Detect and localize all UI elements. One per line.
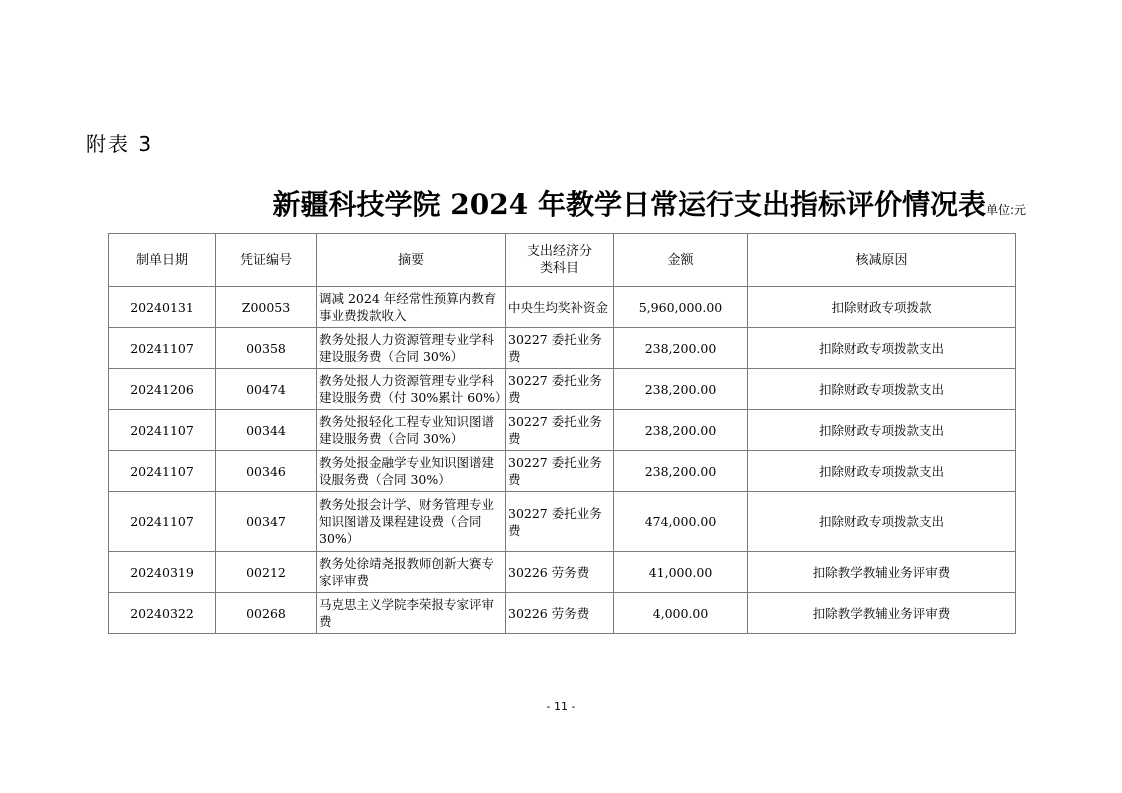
cell-summary: 教务处报金融学专业知识图谱建设服务费（合同 30%） — [317, 451, 506, 492]
cell-date: 20240322 — [109, 593, 216, 634]
cell-reason: 扣除财政专项拨款支出 — [748, 451, 1016, 492]
page-number: - 11 - — [546, 700, 576, 713]
cell-date: 20241107 — [109, 451, 216, 492]
cell-reason: 扣除财政专项拨款支出 — [748, 410, 1016, 451]
cell-summary: 教务处徐靖尧报教师创新大赛专家评审费 — [317, 552, 506, 593]
cell-amount: 238,200.00 — [614, 410, 748, 451]
cell-date: 20241107 — [109, 328, 216, 369]
cell-date: 20240131 — [109, 287, 216, 328]
cell-category: 30227 委托业务费 — [506, 369, 614, 410]
cell-reason: 扣除财政专项拨款支出 — [748, 328, 1016, 369]
cell-category: 30227 委托业务费 — [506, 328, 614, 369]
cell-voucher: 00347 — [216, 492, 317, 552]
cell-amount: 5,960,000.00 — [614, 287, 748, 328]
unit-label: 单位:元 — [985, 203, 1026, 217]
header-summary: 摘要 — [317, 234, 506, 287]
table-header-row — [109, 234, 1016, 287]
cell-reason: 扣除财政专项拨款支出 — [748, 492, 1016, 552]
table-row — [109, 369, 1016, 410]
table-row — [109, 451, 1016, 492]
cell-reason: 扣除教学教辅业务评审费 — [748, 552, 1016, 593]
cell-category: 30227 委托业务费 — [506, 410, 614, 451]
cell-category: 30226 劳务费 — [506, 593, 614, 634]
cell-voucher: Z00053 — [216, 287, 317, 328]
cell-voucher: 00268 — [216, 593, 317, 634]
cell-voucher: 00344 — [216, 410, 317, 451]
cell-amount: 238,200.00 — [614, 369, 748, 410]
cell-category: 30227 委托业务费 — [506, 451, 614, 492]
expense-table — [108, 233, 1016, 634]
cell-reason: 扣除教学教辅业务评审费 — [748, 593, 1016, 634]
title-row — [0, 183, 1026, 223]
header-category-line1: 支出经济分 — [526, 244, 592, 259]
cell-voucher: 00212 — [216, 552, 317, 593]
cell-date: 20241107 — [109, 492, 216, 552]
table-row — [109, 593, 1016, 634]
cell-category: 30227 委托业务费 — [506, 492, 614, 552]
header-category-line2: 类科目 — [539, 261, 579, 276]
cell-amount: 238,200.00 — [614, 451, 748, 492]
cell-amount: 238,200.00 — [614, 328, 748, 369]
table-row — [109, 552, 1016, 593]
document-title: 新疆科技学院 2024 年教学日常运行支出指标评价情况表 — [272, 188, 986, 221]
appendix-label: 附表 3 — [86, 132, 154, 156]
cell-voucher: 00358 — [216, 328, 317, 369]
table-row — [109, 492, 1016, 552]
cell-summary: 教务处报会计学、财务管理专业知识图谱及课程建设费（合同 30%） — [317, 492, 506, 552]
cell-category: 中央生均奖补资金 — [506, 287, 614, 328]
cell-reason: 扣除财政专项拨款支出 — [748, 369, 1016, 410]
header-reason: 核减原因 — [748, 234, 1016, 287]
cell-amount: 474,000.00 — [614, 492, 748, 552]
table-row — [109, 410, 1016, 451]
cell-amount: 41,000.00 — [614, 552, 748, 593]
cell-voucher: 00346 — [216, 451, 317, 492]
cell-date: 20240319 — [109, 552, 216, 593]
cell-summary: 教务处报人力资源管理专业学科建设服务费（合同 30%） — [317, 328, 506, 369]
cell-date: 20241107 — [109, 410, 216, 451]
cell-summary: 教务处报轻化工程专业知识图谱建设服务费（合同 30%） — [317, 410, 506, 451]
cell-reason: 扣除财政专项拨款 — [748, 287, 1016, 328]
header-category — [506, 234, 614, 287]
cell-date: 20241206 — [109, 369, 216, 410]
cell-voucher: 00474 — [216, 369, 317, 410]
header-amount: 金额 — [614, 234, 748, 287]
table-row — [109, 287, 1016, 328]
cell-category: 30226 劳务费 — [506, 552, 614, 593]
cell-summary: 马克思主义学院李荣报专家评审费 — [317, 593, 506, 634]
cell-summary: 教务处报人力资源管理专业学科建设服务费（付 30%累计 60%） — [317, 369, 506, 410]
table-row — [109, 328, 1016, 369]
cell-summary: 调减 2024 年经常性预算内教育事业费拨款收入 — [317, 287, 506, 328]
cell-amount: 4,000.00 — [614, 593, 748, 634]
header-date: 制单日期 — [109, 234, 216, 287]
header-voucher: 凭证编号 — [216, 234, 317, 287]
